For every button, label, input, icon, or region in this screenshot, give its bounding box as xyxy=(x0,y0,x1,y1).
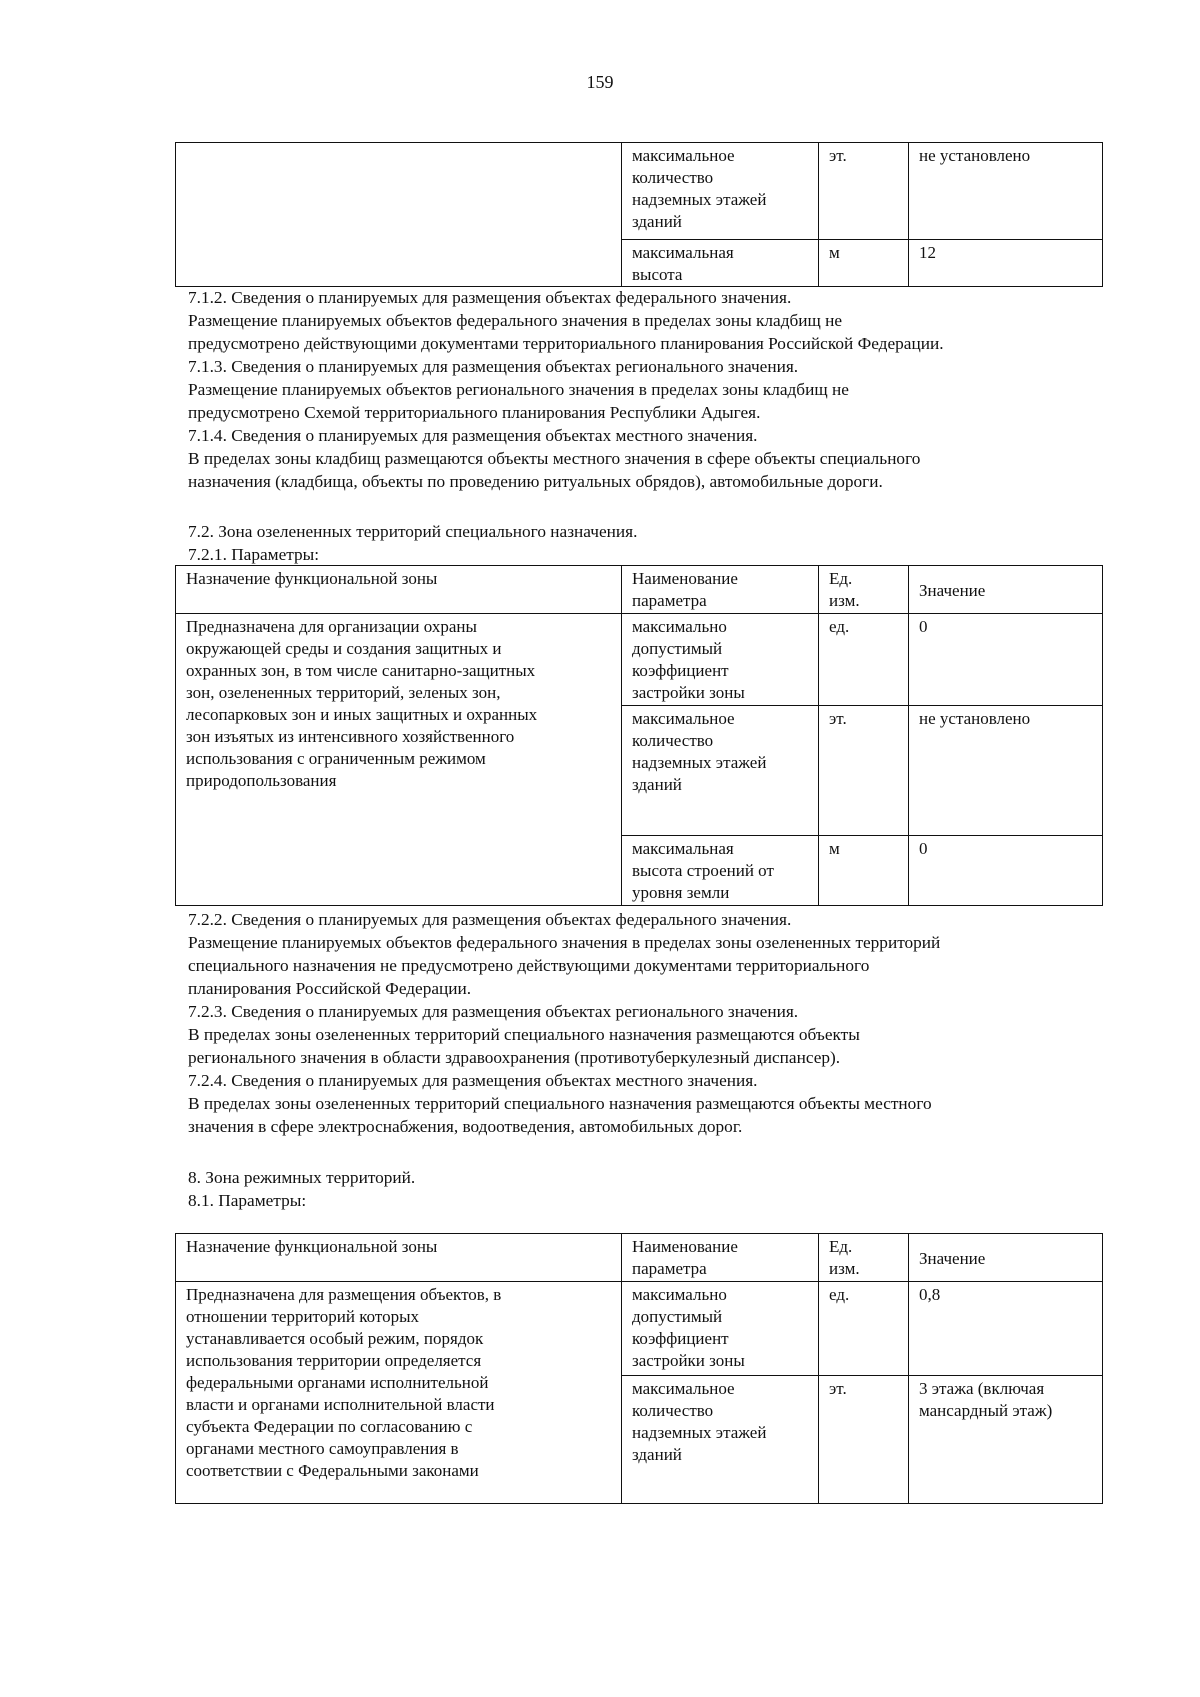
header-value: Значение xyxy=(909,1234,1103,1282)
paragraph-line: регионального значения в области здравоохранения (противотуберкулезный диспансер). xyxy=(188,1048,841,1067)
param-name-cell: максимально допустимый коэффициент застройки зоны xyxy=(622,1282,819,1376)
section-title: 7.2. Зона озелененных территорий специального назначения. xyxy=(188,522,638,541)
text-block-7-1 xyxy=(188,286,1108,493)
unit-cell: м xyxy=(819,836,909,906)
paragraph-line: значения в сфере электроснабжения, водоотведения, автомобильных дорог. xyxy=(188,1117,743,1136)
paragraph-line: планирования Российской Федерации. xyxy=(188,979,472,998)
section-7-2-heading xyxy=(188,520,1108,566)
paragraph-line: Размещение планируемых объектов регионального значения в пределах зоны кладбищ не xyxy=(188,380,849,399)
paragraph-line: В пределах зоны кладбищ размещаются объекты местного значения в сфере объекты специального xyxy=(188,449,921,468)
unit-cell: эт. xyxy=(819,143,909,240)
table-header-row xyxy=(176,1234,1103,1282)
unit-cell: м xyxy=(819,240,909,287)
header-purpose: Назначение функциональной зоны xyxy=(176,1234,622,1282)
paragraph-line: 7.2.4. Сведения о планируемых для размещения объектах местного значения. xyxy=(188,1071,758,1090)
paragraph-line: назначения (кладбища, объекты по проведению ритуальных обрядов), автомобильные дороги. xyxy=(188,472,883,491)
paragraph-line: предусмотрено Схемой территориального планирования Республики Адыгея. xyxy=(188,403,761,422)
paragraph-line: предусмотрено действующими документами территориального планирования Российской Федерации. xyxy=(188,334,944,353)
text-block-7-2 xyxy=(188,908,1108,1138)
table-regime-zone xyxy=(175,1233,1103,1504)
params-title: 7.2.1. Параметры: xyxy=(188,545,320,564)
param-name-cell: максимальная высота строений от уровня земли xyxy=(622,836,819,906)
unit-cell: ед. xyxy=(819,1282,909,1376)
value-cell: 0 xyxy=(909,836,1103,906)
value-cell: 3 этажа (включая мансардный этаж) xyxy=(909,1376,1103,1504)
paragraph-line: В пределах зоны озелененных территорий специального назначения размещаются объекты xyxy=(188,1025,860,1044)
unit-cell: эт. xyxy=(819,1376,909,1504)
header-purpose: Назначение функциональной зоны xyxy=(176,566,622,614)
page-number: 159 xyxy=(586,72,614,92)
value-cell: не установлено xyxy=(909,143,1103,240)
paragraph-line: 7.2.2. Сведения о планируемых для размещения объектах федерального значения. xyxy=(188,910,792,929)
header-param-name: Наименование параметра xyxy=(622,566,819,614)
purpose-cell: Предназначена для размещения объектов, в отношении территорий которых устанавливается особый режим, порядок использования территории определяется федеральными органами исполнительной власти и органами исполнительной власти субъекта Федерации по согласованию с органами местного самоуправления в соответствии с Федеральными законами xyxy=(176,1282,622,1504)
table-row xyxy=(176,143,1103,240)
header-value: Значение xyxy=(909,566,1103,614)
table-row xyxy=(176,1282,1103,1376)
table-cemetery-continued xyxy=(175,142,1103,287)
paragraph-line: 7.1.4. Сведения о планируемых для размещения объектах местного значения. xyxy=(188,426,758,445)
header-param-name: Наименование параметра xyxy=(622,1234,819,1282)
param-name-cell: максимально допустимый коэффициент застройки зоны xyxy=(622,614,819,706)
param-name-cell: максимальное количество надземных этажей зданий xyxy=(622,143,819,240)
table-header-row xyxy=(176,566,1103,614)
paragraph-line: 7.2.3. Сведения о планируемых для размещения объектах регионального значения. xyxy=(188,1002,799,1021)
param-name-cell: максимальная высота xyxy=(622,240,819,287)
value-cell: 0 xyxy=(909,614,1103,706)
unit-cell: эт. xyxy=(819,706,909,836)
param-name-cell: максимальное количество надземных этажей зданий xyxy=(622,1376,819,1504)
section-title: 8. Зона режимных территорий. xyxy=(188,1168,416,1187)
value-cell: 12 xyxy=(909,240,1103,287)
paragraph-line: специального назначения не предусмотрено действующими документами территориального xyxy=(188,956,870,975)
paragraph-line: Размещение планируемых объектов федерального значения в пределах зоны озелененных территорий xyxy=(188,933,941,952)
purpose-cell xyxy=(176,143,622,287)
params-title: 8.1. Параметры: xyxy=(188,1191,307,1210)
section-8-heading xyxy=(188,1166,1108,1212)
header-unit: Ед. изм. xyxy=(819,566,909,614)
table-row xyxy=(176,614,1103,706)
param-name-cell: максимальное количество надземных этажей зданий xyxy=(622,706,819,836)
paragraph-line: Размещение планируемых объектов федерального значения в пределах зоны кладбищ не xyxy=(188,311,843,330)
value-cell: не установлено xyxy=(909,706,1103,836)
table-green-zone xyxy=(175,565,1103,906)
purpose-cell: Предназначена для организации охраны окружающей среды и создания защитных и охранных зон, в том числе санитарно-защитных зон, озелененных территорий, зеленых зон, лесопарковых зон и иных защитных и охранных зон изъятых из интенсивного хозяйственного использования с ограниченным режимом природопользования xyxy=(176,614,622,906)
paragraph-line: 7.1.3. Сведения о планируемых для размещения объектах регионального значения. xyxy=(188,357,799,376)
unit-cell: ед. xyxy=(819,614,909,706)
value-cell: 0,8 xyxy=(909,1282,1103,1376)
header-unit: Ед. изм. xyxy=(819,1234,909,1282)
paragraph-line: В пределах зоны озелененных территорий специального назначения размещаются объекты местного xyxy=(188,1094,932,1113)
paragraph-line: 7.1.2. Сведения о планируемых для размещения объектах федерального значения. xyxy=(188,288,792,307)
